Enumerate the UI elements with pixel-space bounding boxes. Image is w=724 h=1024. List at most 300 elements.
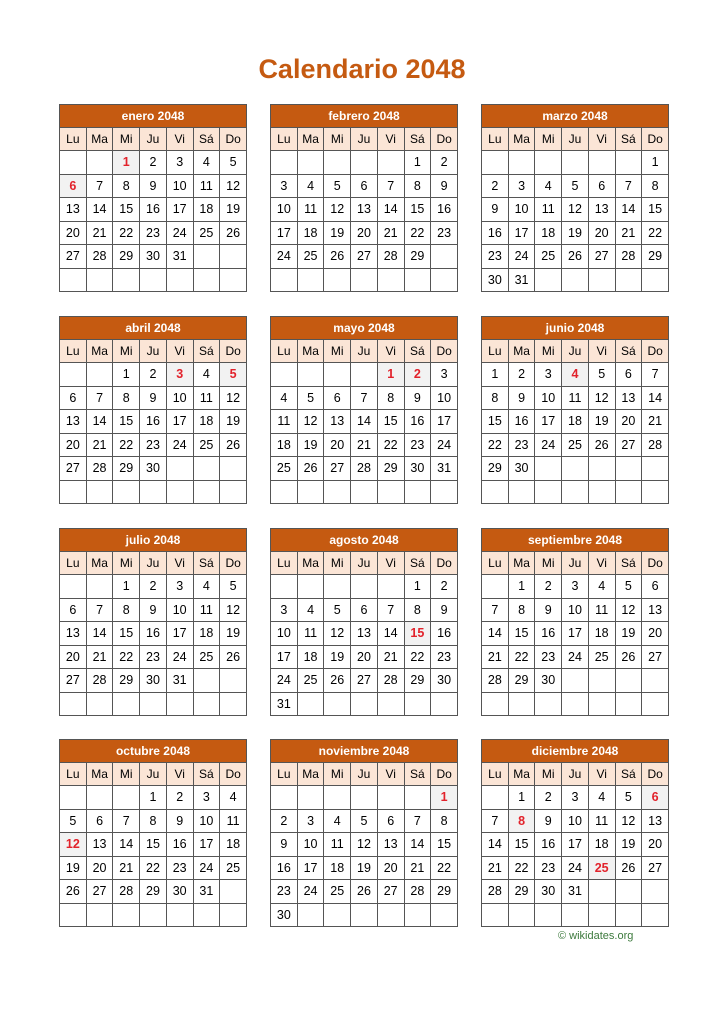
day-cell: 19	[60, 856, 87, 880]
weekday-header: Sá	[404, 128, 431, 151]
weekday-header: Sá	[615, 128, 642, 151]
weekday-header: Vi	[588, 340, 615, 363]
day-cell: 31	[166, 245, 193, 269]
weekday-header: Lu	[60, 552, 87, 575]
month-header: enero 2048	[60, 105, 247, 128]
weekday-header: Ju	[562, 552, 589, 575]
weekday-header: Lu	[271, 763, 298, 786]
empty-day-cell	[482, 692, 509, 716]
day-cell: 15	[113, 410, 140, 434]
day-cell: 25	[297, 669, 324, 693]
day-cell: 3	[166, 575, 193, 599]
empty-day-cell	[351, 692, 378, 716]
day-cell: 30	[140, 669, 167, 693]
day-cell: 14	[351, 410, 378, 434]
day-cell: 27	[642, 856, 669, 880]
month-table	[270, 104, 458, 292]
empty-day-cell	[615, 268, 642, 292]
weekday-header: Vi	[377, 552, 404, 575]
day-cell: 3	[271, 598, 298, 622]
day-cell: 2	[140, 575, 167, 599]
empty-day-cell	[140, 692, 167, 716]
empty-day-cell	[297, 786, 324, 810]
day-cell: 7	[404, 809, 431, 833]
holiday-day-cell: 4	[562, 363, 589, 387]
empty-day-cell	[351, 903, 378, 927]
empty-day-cell	[86, 903, 113, 927]
empty-day-cell	[193, 457, 220, 481]
empty-day-cell	[482, 575, 509, 599]
day-cell: 21	[404, 856, 431, 880]
month-header: febrero 2048	[271, 105, 458, 128]
day-cell: 7	[86, 174, 113, 198]
day-cell: 29	[404, 669, 431, 693]
day-cell: 13	[377, 833, 404, 857]
weekday-header: Ma	[508, 763, 535, 786]
day-cell: 27	[86, 880, 113, 904]
day-cell: 19	[324, 645, 351, 669]
day-cell: 24	[166, 645, 193, 669]
day-cell: 2	[431, 151, 458, 175]
day-cell: 4	[297, 174, 324, 198]
day-cell: 27	[60, 245, 87, 269]
month-header: marzo 2048	[482, 105, 669, 128]
empty-day-cell	[482, 903, 509, 927]
day-cell: 23	[535, 645, 562, 669]
day-cell: 8	[482, 386, 509, 410]
weekday-header: Lu	[271, 340, 298, 363]
day-cell: 23	[271, 880, 298, 904]
day-cell: 23	[508, 433, 535, 457]
day-cell: 27	[615, 433, 642, 457]
empty-day-cell	[60, 363, 87, 387]
empty-day-cell	[324, 151, 351, 175]
day-cell: 25	[193, 433, 220, 457]
weekday-header: Do	[220, 552, 247, 575]
day-cell: 1	[482, 363, 509, 387]
empty-day-cell	[220, 268, 247, 292]
day-cell: 11	[324, 833, 351, 857]
day-cell: 22	[404, 221, 431, 245]
weekday-header: Sá	[615, 552, 642, 575]
day-cell: 15	[113, 198, 140, 222]
day-cell: 30	[482, 268, 509, 292]
day-cell: 9	[166, 809, 193, 833]
day-cell: 26	[615, 856, 642, 880]
weekday-header: Sá	[404, 340, 431, 363]
day-cell: 25	[535, 245, 562, 269]
day-cell: 9	[140, 386, 167, 410]
day-cell: 12	[351, 833, 378, 857]
weekday-header: Lu	[482, 552, 509, 575]
day-cell: 16	[140, 622, 167, 646]
day-cell: 9	[482, 198, 509, 222]
day-cell: 22	[404, 645, 431, 669]
empty-day-cell	[562, 151, 589, 175]
empty-day-cell	[166, 903, 193, 927]
day-cell: 2	[140, 151, 167, 175]
empty-day-cell	[113, 786, 140, 810]
weekday-header: Ma	[508, 552, 535, 575]
month-calendar-febrero	[270, 104, 458, 292]
empty-day-cell	[324, 480, 351, 504]
day-cell: 28	[615, 245, 642, 269]
empty-day-cell	[60, 575, 87, 599]
empty-day-cell	[324, 786, 351, 810]
day-cell: 24	[271, 669, 298, 693]
day-cell: 16	[271, 856, 298, 880]
month-calendar-abril	[59, 316, 247, 504]
weekday-header: Ju	[351, 552, 378, 575]
day-cell: 10	[271, 198, 298, 222]
empty-day-cell	[508, 903, 535, 927]
day-cell: 29	[404, 245, 431, 269]
day-cell: 23	[140, 221, 167, 245]
month-table	[59, 739, 247, 927]
empty-day-cell	[271, 786, 298, 810]
day-cell: 11	[588, 598, 615, 622]
day-cell: 31	[508, 268, 535, 292]
empty-day-cell	[166, 480, 193, 504]
day-cell: 11	[193, 386, 220, 410]
day-cell: 14	[377, 622, 404, 646]
empty-day-cell	[431, 245, 458, 269]
day-cell: 8	[642, 174, 669, 198]
day-cell: 7	[377, 598, 404, 622]
day-cell: 5	[220, 575, 247, 599]
weekday-header: Lu	[482, 128, 509, 151]
day-cell: 12	[324, 622, 351, 646]
day-cell: 26	[60, 880, 87, 904]
day-cell: 20	[377, 856, 404, 880]
month-calendar-marzo	[481, 104, 669, 292]
day-cell: 17	[535, 410, 562, 434]
empty-day-cell	[535, 151, 562, 175]
empty-day-cell	[324, 268, 351, 292]
empty-day-cell	[588, 268, 615, 292]
empty-day-cell	[562, 457, 589, 481]
empty-day-cell	[271, 575, 298, 599]
day-cell: 13	[86, 833, 113, 857]
day-cell: 31	[562, 880, 589, 904]
weekday-header: Ma	[86, 552, 113, 575]
day-cell: 1	[404, 151, 431, 175]
weekday-header: Vi	[166, 128, 193, 151]
day-cell: 15	[431, 833, 458, 857]
day-cell: 22	[431, 856, 458, 880]
empty-day-cell	[324, 692, 351, 716]
day-cell: 29	[113, 669, 140, 693]
day-cell: 29	[508, 669, 535, 693]
day-cell: 24	[431, 433, 458, 457]
day-cell: 5	[562, 174, 589, 198]
day-cell: 8	[113, 174, 140, 198]
day-cell: 19	[351, 856, 378, 880]
month-table	[270, 316, 458, 504]
day-cell: 17	[193, 833, 220, 857]
day-cell: 18	[193, 410, 220, 434]
month-table	[59, 104, 247, 292]
empty-day-cell	[297, 692, 324, 716]
day-cell: 9	[535, 598, 562, 622]
day-cell: 7	[615, 174, 642, 198]
weekday-header: Do	[642, 763, 669, 786]
day-cell: 14	[615, 198, 642, 222]
empty-day-cell	[113, 692, 140, 716]
day-cell: 26	[297, 457, 324, 481]
day-cell: 18	[324, 856, 351, 880]
day-cell: 12	[615, 809, 642, 833]
holiday-day-cell: 1	[431, 786, 458, 810]
day-cell: 28	[377, 669, 404, 693]
day-cell: 16	[404, 410, 431, 434]
holiday-day-cell: 3	[166, 363, 193, 387]
holiday-day-cell: 5	[220, 363, 247, 387]
day-cell: 20	[324, 433, 351, 457]
empty-day-cell	[324, 903, 351, 927]
day-cell: 18	[193, 198, 220, 222]
day-cell: 15	[113, 622, 140, 646]
day-cell: 30	[508, 457, 535, 481]
empty-day-cell	[588, 480, 615, 504]
day-cell: 5	[60, 809, 87, 833]
weekday-header: Vi	[166, 552, 193, 575]
day-cell: 26	[220, 433, 247, 457]
empty-day-cell	[113, 480, 140, 504]
day-cell: 25	[271, 457, 298, 481]
day-cell: 16	[431, 198, 458, 222]
day-cell: 19	[220, 622, 247, 646]
empty-day-cell	[377, 903, 404, 927]
day-cell: 10	[193, 809, 220, 833]
day-cell: 26	[588, 433, 615, 457]
day-cell: 12	[324, 198, 351, 222]
day-cell: 14	[642, 386, 669, 410]
empty-day-cell	[642, 457, 669, 481]
day-cell: 11	[535, 198, 562, 222]
empty-day-cell	[615, 457, 642, 481]
weekday-header: Ma	[508, 128, 535, 151]
day-cell: 21	[351, 433, 378, 457]
empty-day-cell	[86, 151, 113, 175]
empty-day-cell	[60, 692, 87, 716]
day-cell: 23	[431, 645, 458, 669]
day-cell: 11	[297, 622, 324, 646]
weekday-header: Lu	[482, 340, 509, 363]
day-cell: 9	[140, 174, 167, 198]
weekday-header: Mi	[535, 552, 562, 575]
day-cell: 7	[86, 386, 113, 410]
weekday-header: Do	[431, 128, 458, 151]
empty-day-cell	[193, 903, 220, 927]
empty-day-cell	[324, 575, 351, 599]
empty-day-cell	[220, 457, 247, 481]
day-cell: 3	[508, 174, 535, 198]
day-cell: 24	[271, 245, 298, 269]
day-cell: 20	[615, 410, 642, 434]
day-cell: 18	[193, 622, 220, 646]
day-cell: 21	[482, 856, 509, 880]
day-cell: 31	[271, 692, 298, 716]
day-cell: 1	[508, 575, 535, 599]
day-cell: 16	[535, 622, 562, 646]
day-cell: 26	[220, 645, 247, 669]
weekday-header: Sá	[193, 552, 220, 575]
weekday-header: Lu	[271, 128, 298, 151]
empty-day-cell	[588, 903, 615, 927]
empty-day-cell	[588, 880, 615, 904]
day-cell: 21	[482, 645, 509, 669]
day-cell: 10	[166, 386, 193, 410]
day-cell: 14	[113, 833, 140, 857]
day-cell: 4	[588, 786, 615, 810]
day-cell: 22	[113, 645, 140, 669]
day-cell: 21	[113, 856, 140, 880]
month-calendar-diciembre	[481, 739, 669, 927]
day-cell: 18	[535, 221, 562, 245]
empty-day-cell	[431, 268, 458, 292]
day-cell: 16	[535, 833, 562, 857]
day-cell: 15	[377, 410, 404, 434]
day-cell: 29	[642, 245, 669, 269]
day-cell: 4	[220, 786, 247, 810]
empty-day-cell	[140, 268, 167, 292]
empty-day-cell	[377, 480, 404, 504]
day-cell: 30	[535, 669, 562, 693]
holiday-day-cell: 15	[404, 622, 431, 646]
day-cell: 25	[588, 645, 615, 669]
day-cell: 29	[377, 457, 404, 481]
day-cell: 16	[508, 410, 535, 434]
empty-day-cell	[351, 268, 378, 292]
day-cell: 4	[193, 363, 220, 387]
empty-day-cell	[377, 151, 404, 175]
day-cell: 20	[351, 221, 378, 245]
day-cell: 27	[60, 669, 87, 693]
day-cell: 28	[377, 245, 404, 269]
day-cell: 10	[431, 386, 458, 410]
month-table	[59, 316, 247, 504]
day-cell: 28	[482, 880, 509, 904]
empty-day-cell	[166, 692, 193, 716]
month-header: agosto 2048	[271, 529, 458, 552]
weekday-header: Ju	[562, 128, 589, 151]
month-header: junio 2048	[482, 317, 669, 340]
day-cell: 2	[482, 174, 509, 198]
day-cell: 25	[193, 645, 220, 669]
empty-day-cell	[377, 575, 404, 599]
empty-day-cell	[431, 692, 458, 716]
day-cell: 21	[377, 645, 404, 669]
empty-day-cell	[60, 903, 87, 927]
day-cell: 25	[324, 880, 351, 904]
day-cell: 4	[535, 174, 562, 198]
empty-day-cell	[615, 480, 642, 504]
weekday-header: Ju	[351, 340, 378, 363]
weekday-header: Ma	[297, 763, 324, 786]
day-cell: 30	[166, 880, 193, 904]
day-cell: 13	[642, 809, 669, 833]
empty-day-cell	[297, 575, 324, 599]
empty-day-cell	[271, 480, 298, 504]
day-cell: 2	[271, 809, 298, 833]
empty-day-cell	[482, 151, 509, 175]
day-cell: 18	[588, 833, 615, 857]
month-table	[59, 528, 247, 716]
day-cell: 13	[351, 622, 378, 646]
weekday-header: Sá	[404, 763, 431, 786]
day-cell: 19	[324, 221, 351, 245]
day-cell: 27	[377, 880, 404, 904]
empty-day-cell	[508, 151, 535, 175]
empty-day-cell	[86, 268, 113, 292]
day-cell: 19	[297, 433, 324, 457]
day-cell: 5	[588, 363, 615, 387]
day-cell: 22	[140, 856, 167, 880]
day-cell: 12	[220, 386, 247, 410]
day-cell: 3	[166, 151, 193, 175]
day-cell: 11	[193, 598, 220, 622]
empty-day-cell	[166, 457, 193, 481]
day-cell: 22	[377, 433, 404, 457]
month-header: diciembre 2048	[482, 740, 669, 763]
day-cell: 27	[60, 457, 87, 481]
day-cell: 14	[86, 622, 113, 646]
day-cell: 4	[588, 575, 615, 599]
day-cell: 9	[271, 833, 298, 857]
empty-day-cell	[377, 268, 404, 292]
day-cell: 11	[588, 809, 615, 833]
empty-day-cell	[535, 903, 562, 927]
empty-day-cell	[86, 480, 113, 504]
day-cell: 6	[377, 809, 404, 833]
day-cell: 13	[351, 198, 378, 222]
day-cell: 30	[535, 880, 562, 904]
day-cell: 14	[86, 410, 113, 434]
day-cell: 26	[324, 245, 351, 269]
empty-day-cell	[297, 480, 324, 504]
empty-day-cell	[482, 786, 509, 810]
day-cell: 14	[482, 833, 509, 857]
day-cell: 7	[377, 174, 404, 198]
day-cell: 27	[324, 457, 351, 481]
day-cell: 24	[562, 645, 589, 669]
empty-day-cell	[642, 669, 669, 693]
day-cell: 8	[508, 598, 535, 622]
day-cell: 8	[113, 598, 140, 622]
empty-day-cell	[86, 692, 113, 716]
day-cell: 28	[86, 457, 113, 481]
empty-day-cell	[431, 903, 458, 927]
weekday-header: Mi	[113, 763, 140, 786]
day-cell: 15	[140, 833, 167, 857]
day-cell: 23	[404, 433, 431, 457]
weekday-header: Vi	[377, 340, 404, 363]
empty-day-cell	[377, 692, 404, 716]
day-cell: 9	[535, 809, 562, 833]
day-cell: 13	[588, 198, 615, 222]
day-cell: 3	[431, 363, 458, 387]
empty-day-cell	[535, 692, 562, 716]
day-cell: 22	[113, 221, 140, 245]
day-cell: 30	[140, 457, 167, 481]
weekday-header: Do	[220, 340, 247, 363]
day-cell: 16	[140, 198, 167, 222]
month-calendar-octubre	[59, 739, 247, 927]
empty-day-cell	[508, 692, 535, 716]
empty-day-cell	[535, 457, 562, 481]
empty-day-cell	[377, 786, 404, 810]
